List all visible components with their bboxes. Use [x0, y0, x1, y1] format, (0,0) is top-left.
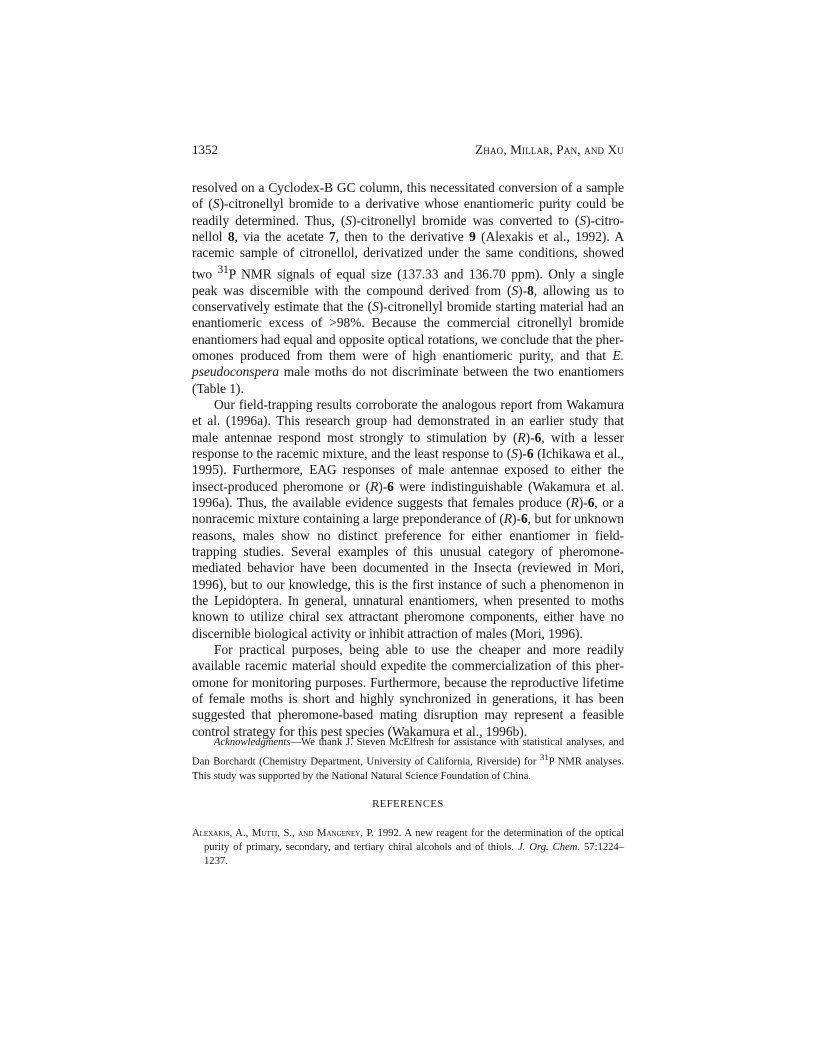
reference-item: Alexakis, A., Mutti, S., and Mangeney, P. 1992. A new reagent for the determination of the optical purity of primary, secondary, and tertiary chiral alcohols and of thiols. J. Org. Chem. 57:1224–1237.: [192, 828, 625, 867]
acknowledgments: Acknowledgments—We thank J. Steven McElfresh for assistance with statistical analyses, and Dan Borchardt (Chemistry Department, University of California, Riverside) for $^{31}$P NMR analyses. This study was supported by the National Natural Science Foundation of China.: [192, 737, 625, 782]
body-text: [192, 180, 624, 740]
paragraph-3: For practical purposes, being able to use the cheaper and more readily available racemic material should expedite the commercialization of this pheromone for monitoring purposes. Furthermore, because the reproductive lifetime of female moths is short and highly synchronized in generations, it has been suggested that pheromone-based mating disruption may represent a feasible control strategy for this pest species (Wakamura et al., 1996b).: [192, 642, 624, 739]
paragraph-1: resolved on a Cyclodex-B GC column, this necessitated conversion of a sample of (S)-citronellyl bromide to a derivative whose enantiomeric purity could be readily determined. Thus, (S)-citronellyl bromide was converted to (S)-citronellol 8, via the acetate 7, then to the derivative 9 (Alexakis et al., 1992). A racemic sample of citronellol, derivatized under the same conditions, showed two $^{31}$P NMR signals of equal size (137.33 and 136.70 ppm). Only a single peak was discernible with the compound derived from (S)-8, allowing us to conservatively estimate that the (S)-citronellyl bromide starting material had an enantiomeric excess of >98%. Because the commercial citronellyl bromide enantiomers had equal and opposite optical rotations, we conclude that the pheromones produced from them were of high enantiomeric purity, and that E. pseudoconspera male moths do not discriminate between the two enantiomers (Table 1).: [192, 180, 625, 396]
paragraph-2: Our field-trapping results corroborate the analogous report from Wakamura et al. (1996a). This research group had demonstrated in an earlier study that male antennae respond most strongly to stimulation by (R)-6, with a lesser response to the racemic mixture, and the least response to (S)-6 (Ichikawa et al., 1995). Furthermore, EAG responses of male antennae exposed to either the insect-produced pheromone or (R)-6 were indistinguishable (Wakamura et al. 1996a). Thus, the available evidence suggests that females produce (R)-6, or a nonracemic mixture containing a large preponderance of (R)-6, but for unknown reasons, males show no distinct preference for either enantiomer in field-trapping studies. Several examples of this unusual category of pheromone-mediated behavior have been documented in the Insecta (reviewed in Mori, 1996), but to our knowledge, this is the first instance of such a phenomenon in the Lepidoptera. In general, unnatural enantiomers, when presented to moths known to utilize chiral sex attractant pheromone components, either have no discernible biological activity or inhibit attraction of males (Mori, 1996).: [192, 396, 624, 641]
references-heading: REFERENCES: [372, 799, 444, 810]
running-head-authors: Zhao, Millar, Pan, and Xu: [475, 142, 624, 157]
page-number: 1352: [192, 142, 218, 157]
running-header: [192, 142, 624, 160]
